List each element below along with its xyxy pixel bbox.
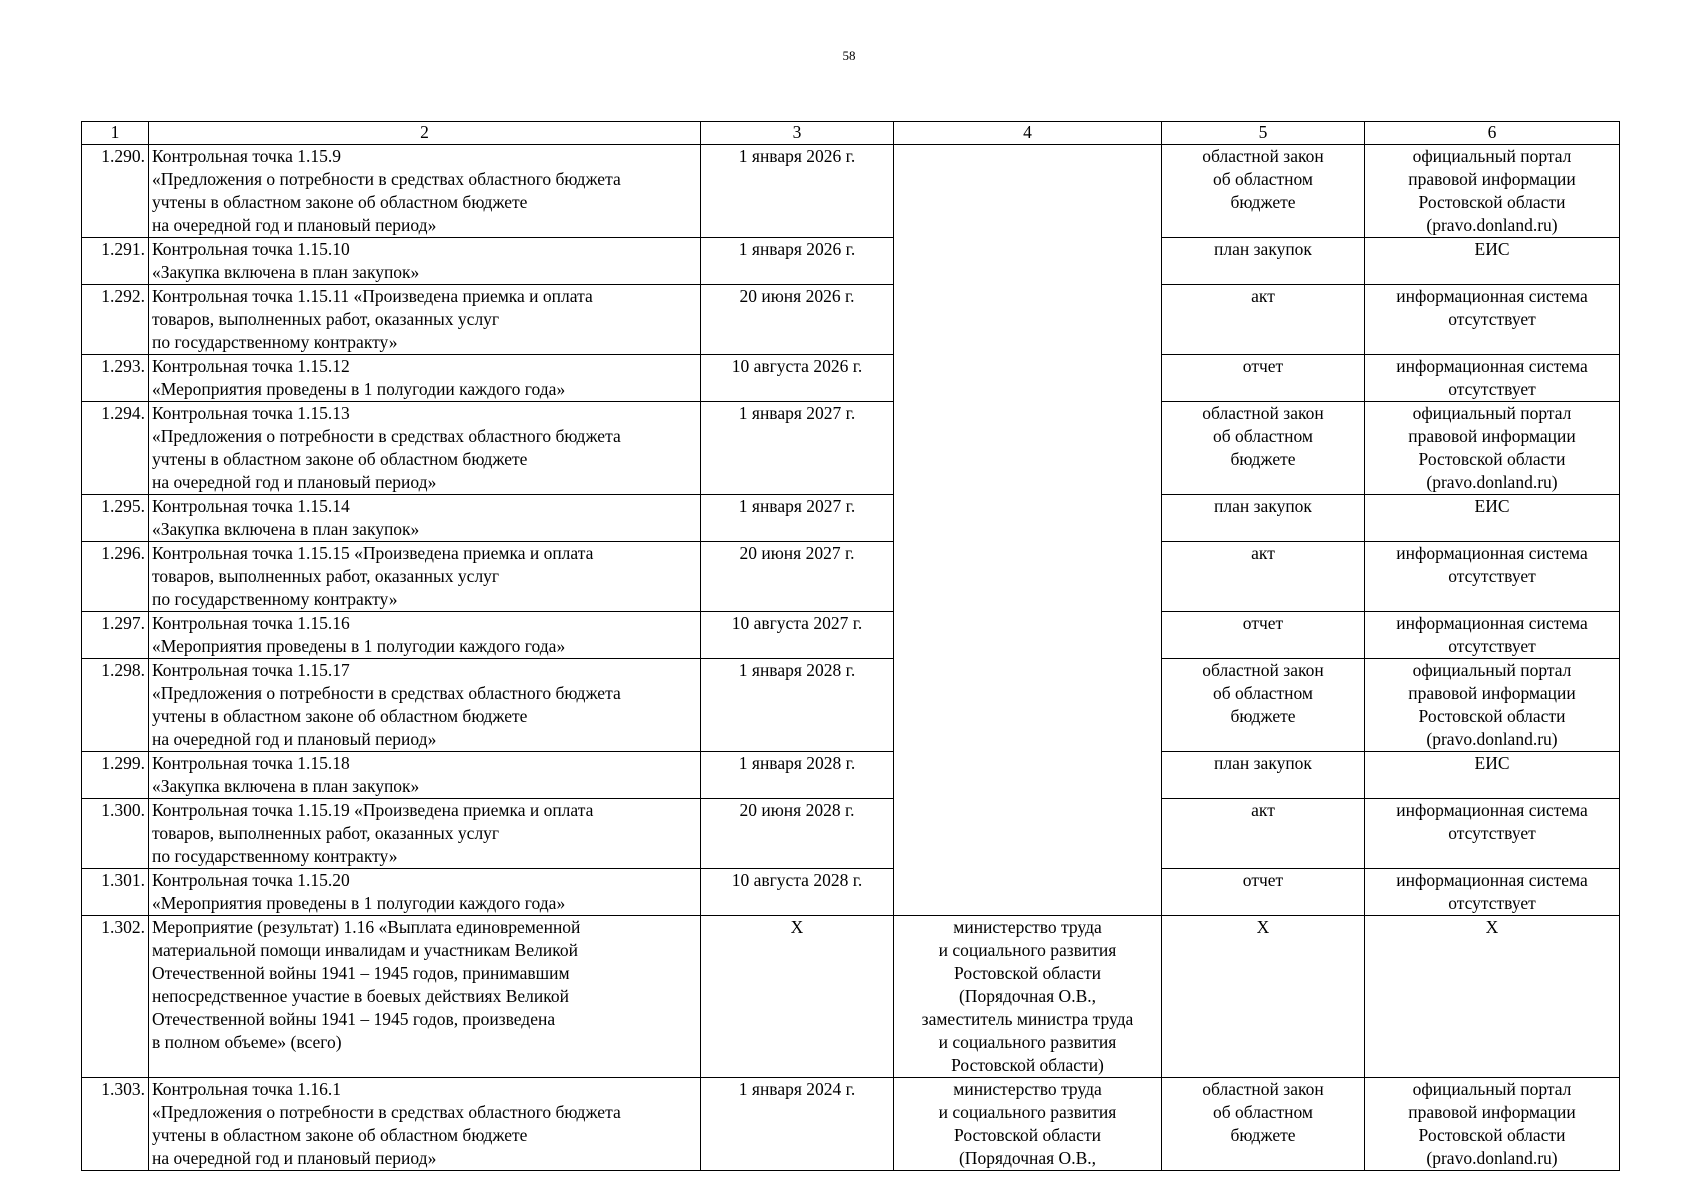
row-document-type: областной закон об областном бюджете bbox=[1162, 659, 1365, 752]
row-deadline: 1 января 2027 г. bbox=[701, 402, 894, 495]
row-description: Контрольная точка 1.15.15 «Произведена приемка и оплата товаров, выполненных работ, оказанных услуг по государственному контракту» bbox=[149, 542, 701, 612]
row-description: Контрольная точка 1.15.17 «Предложения о потребности в средствах областного бюджета учтены в областном законе об областном бюджете на очередной год и плановый период» bbox=[149, 659, 701, 752]
row-number: 1.296. bbox=[82, 542, 149, 612]
row-info-source: официальный портал правовой информации Ростовской области (pravo.donland.ru) bbox=[1365, 1078, 1620, 1171]
row-description: Контрольная точка 1.15.18 «Закупка включена в план закупок» bbox=[149, 752, 701, 799]
row-info-source: ЕИС bbox=[1365, 238, 1620, 285]
row-info-source: информационная система отсутствует bbox=[1365, 355, 1620, 402]
row-document-type: акт bbox=[1162, 542, 1365, 612]
row-number: 1.293. bbox=[82, 355, 149, 402]
row-deadline: 1 января 2028 г. bbox=[701, 659, 894, 752]
row-info-source: информационная система отсутствует bbox=[1365, 285, 1620, 355]
column-number-row bbox=[82, 122, 1620, 145]
column-number: 1 bbox=[82, 122, 149, 145]
table-row bbox=[82, 752, 1620, 799]
row-deadline: 1 января 2026 г. bbox=[701, 238, 894, 285]
table-row bbox=[82, 542, 1620, 612]
row-number: 1.299. bbox=[82, 752, 149, 799]
table-row bbox=[82, 285, 1620, 355]
row-description: Контрольная точка 1.15.20 «Мероприятия проведены в 1 полугодии каждого года» bbox=[149, 869, 701, 916]
row-responsible bbox=[894, 145, 1162, 916]
row-document-type: отчет bbox=[1162, 612, 1365, 659]
row-info-source: Х bbox=[1365, 916, 1620, 1078]
row-number: 1.301. bbox=[82, 869, 149, 916]
row-deadline: Х bbox=[701, 916, 894, 1078]
page-number: 58 bbox=[842, 48, 856, 63]
row-document-type: областной закон об областном бюджете bbox=[1162, 402, 1365, 495]
table-row bbox=[82, 402, 1620, 495]
row-description: Контрольная точка 1.15.11 «Произведена приемка и оплата товаров, выполненных работ, оказанных услуг по государственному контракту» bbox=[149, 285, 701, 355]
table-row bbox=[82, 869, 1620, 916]
table-row bbox=[82, 799, 1620, 869]
row-info-source: официальный портал правовой информации Ростовской области (pravo.donland.ru) bbox=[1365, 145, 1620, 238]
row-document-type: акт bbox=[1162, 799, 1365, 869]
row-document-type: областной закон об областном бюджете bbox=[1162, 1078, 1365, 1171]
column-number: 4 bbox=[894, 122, 1162, 145]
column-number: 3 bbox=[701, 122, 894, 145]
row-deadline: 10 августа 2027 г. bbox=[701, 612, 894, 659]
column-number: 6 bbox=[1365, 122, 1620, 145]
row-description: Мероприятие (результат) 1.16 «Выплата единовременной материальной помощи инвалидам и участникам Великой Отечественной войны 1941 – 1945 годов, принимавшим непосредственное участие в боевых действиях Великой Отечественной войны 1941 – 1945 годов, произведена в полном объеме» (всего) bbox=[149, 916, 701, 1078]
row-deadline: 20 июня 2027 г. bbox=[701, 542, 894, 612]
row-document-type: Х bbox=[1162, 916, 1365, 1078]
table-row bbox=[82, 659, 1620, 752]
row-description: Контрольная точка 1.15.16 «Мероприятия проведены в 1 полугодии каждого года» bbox=[149, 612, 701, 659]
row-number: 1.292. bbox=[82, 285, 149, 355]
row-number: 1.294. bbox=[82, 402, 149, 495]
row-deadline: 10 августа 2028 г. bbox=[701, 869, 894, 916]
table-row bbox=[82, 1078, 1620, 1171]
table-row bbox=[82, 145, 1620, 238]
row-number: 1.291. bbox=[82, 238, 149, 285]
row-number: 1.300. bbox=[82, 799, 149, 869]
row-description: Контрольная точка 1.16.1 «Предложения о потребности в средствах областного бюджета учтены в областном законе об областном бюджете на очередной год и плановый период» bbox=[149, 1078, 701, 1171]
row-deadline: 1 января 2027 г. bbox=[701, 495, 894, 542]
table-row bbox=[82, 238, 1620, 285]
row-info-source: информационная система отсутствует bbox=[1365, 542, 1620, 612]
row-number: 1.290. bbox=[82, 145, 149, 238]
row-document-type: план закупок bbox=[1162, 238, 1365, 285]
row-document-type: областной закон об областном бюджете bbox=[1162, 145, 1365, 238]
column-number: 2 bbox=[149, 122, 701, 145]
row-document-type: отчет bbox=[1162, 355, 1365, 402]
row-description: Контрольная точка 1.15.14 «Закупка включена в план закупок» bbox=[149, 495, 701, 542]
row-deadline: 1 января 2024 г. bbox=[701, 1078, 894, 1171]
row-number: 1.303. bbox=[82, 1078, 149, 1171]
row-info-source: ЕИС bbox=[1365, 495, 1620, 542]
row-description: Контрольная точка 1.15.19 «Произведена приемка и оплата товаров, выполненных работ, оказанных услуг по государственному контракту» bbox=[149, 799, 701, 869]
table-row bbox=[82, 612, 1620, 659]
row-info-source: информационная система отсутствует bbox=[1365, 799, 1620, 869]
row-number: 1.298. bbox=[82, 659, 149, 752]
row-description: Контрольная точка 1.15.12 «Мероприятия проведены в 1 полугодии каждого года» bbox=[149, 355, 701, 402]
row-responsible: министерство труда и социального развития Ростовской области (Порядочная О.В., заместитель министра труда и социального развития Ростовской области) bbox=[894, 916, 1162, 1078]
row-deadline: 1 января 2026 г. bbox=[701, 145, 894, 238]
row-deadline: 10 августа 2026 г. bbox=[701, 355, 894, 402]
row-deadline: 20 июня 2026 г. bbox=[701, 285, 894, 355]
row-number: 1.295. bbox=[82, 495, 149, 542]
table-row bbox=[82, 495, 1620, 542]
row-deadline: 20 июня 2028 г. bbox=[701, 799, 894, 869]
row-info-source: информационная система отсутствует bbox=[1365, 612, 1620, 659]
table-row bbox=[82, 355, 1620, 402]
row-number: 1.297. bbox=[82, 612, 149, 659]
row-deadline: 1 января 2028 г. bbox=[701, 752, 894, 799]
control-points-table bbox=[81, 121, 1620, 1171]
row-info-source: официальный портал правовой информации Ростовской области (pravo.donland.ru) bbox=[1365, 659, 1620, 752]
row-description: Контрольная точка 1.15.9 «Предложения о потребности в средствах областного бюджета учтены в областном законе об областном бюджете на очередной год и плановый период» bbox=[149, 145, 701, 238]
row-info-source: официальный портал правовой информации Ростовской области (pravo.donland.ru) bbox=[1365, 402, 1620, 495]
row-responsible: министерство труда и социального развития Ростовской области (Порядочная О.В., bbox=[894, 1078, 1162, 1171]
table-row bbox=[82, 916, 1620, 1078]
row-document-type: акт bbox=[1162, 285, 1365, 355]
row-description: Контрольная точка 1.15.10 «Закупка включена в план закупок» bbox=[149, 238, 701, 285]
row-document-type: план закупок bbox=[1162, 752, 1365, 799]
row-document-type: отчет bbox=[1162, 869, 1365, 916]
row-document-type: план закупок bbox=[1162, 495, 1365, 542]
column-number: 5 bbox=[1162, 122, 1365, 145]
row-number: 1.302. bbox=[82, 916, 149, 1078]
row-info-source: ЕИС bbox=[1365, 752, 1620, 799]
row-info-source: информационная система отсутствует bbox=[1365, 869, 1620, 916]
row-description: Контрольная точка 1.15.13 «Предложения о потребности в средствах областного бюджета учтены в областном законе об областном бюджете на очередной год и плановый период» bbox=[149, 402, 701, 495]
